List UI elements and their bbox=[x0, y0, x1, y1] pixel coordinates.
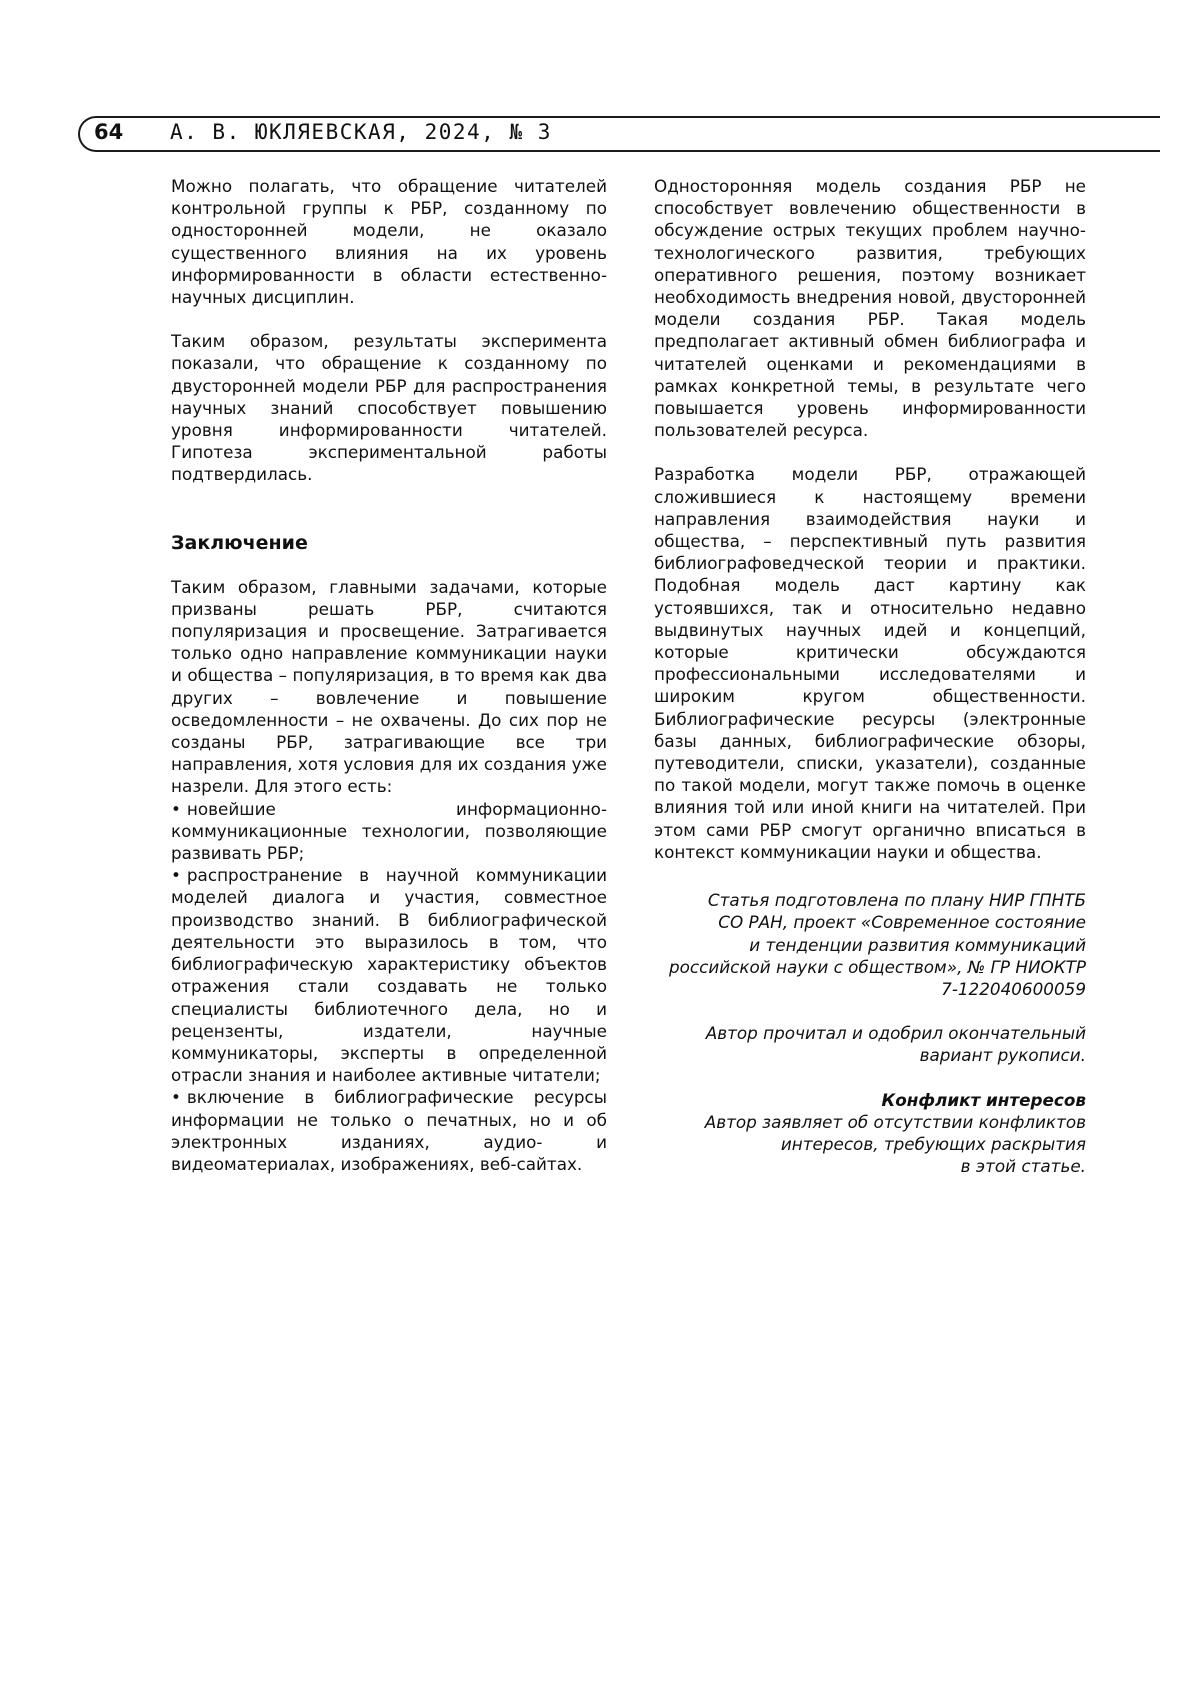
bullet-mark: • bbox=[171, 798, 181, 819]
conflict-of-interest-title: Конфликт интересов bbox=[881, 1089, 1086, 1110]
right-paragraph-1: Односторонняя модель создания РБР не способствует вовлечению общественности в обсуждение острых текущих проблем научно-технологического развития, требующих оперативного решения, поэтому возникает необходимость внедрения новой, двусторонней модели создания РБР. Такая модель предполагает активный обмен библиографа и читателей оценками и рекомендациями в рамках конкретной темы, в результате чего повышается уровень информированности пользователей ресурса. bbox=[654, 176, 1086, 441]
approval-note bbox=[654, 1022, 1086, 1066]
bullet-item-1 bbox=[171, 798, 607, 865]
page-header bbox=[78, 116, 1088, 152]
funding-note bbox=[654, 889, 1086, 1000]
conflict-line: в этой статье. bbox=[960, 1156, 1086, 1177]
funding-line: 7-122040600059 bbox=[941, 978, 1086, 999]
bullet-text: распространение в научной коммуникации моделей диалога и участия, совместное производство знаний. В библиографической деятельности это выразилось в том, что библиографическую характеристику объектов отражения стали создавать не только специалисты библиотечного дела, но и рецензенты, издатели, научные коммуникаторы, эксперты в определенной отрасли знания и наиболее активные читатели; bbox=[171, 865, 607, 1086]
funding-line: СО РАН, проект «Современное состояние bbox=[718, 912, 1086, 933]
left-paragraph-1: Можно полагать, что обращение читателей контрольной группы к РБР, созданному по односторонней модели, не оказало существенного влияния на их уровень информированности в области естественно-научных дисциплин. bbox=[171, 176, 607, 308]
running-head: А. В. ЮКЛЯЕВСКАЯ, 2024, № 3 bbox=[170, 120, 552, 144]
left-paragraph-3: Таким образом, главными задачами, которые призваны решать РБР, считаются популяризация и просвещение. Затрагивается только одно направление коммуникации науки и общества – популяризация, в то время как два других – вовлечение и повышение осведомленности – не охвачены. До сих пор не созданы РБР, затрагивающие все три направления, хотя условия для их создания уже назрели. Для этого есть: bbox=[171, 576, 607, 797]
bullet-mark: • bbox=[171, 865, 181, 886]
bullet-text: включение в библиографические ресурсы информации не только о печатных, но и об электронных изданиях, аудио- и видеоматериалах, изображениях, веб-сайтах. bbox=[171, 1087, 607, 1174]
approval-line: вариант рукописи. bbox=[919, 1045, 1086, 1066]
bullet-item-3 bbox=[171, 1086, 607, 1175]
left-column bbox=[171, 175, 607, 1175]
right-column bbox=[654, 175, 1086, 1177]
section-heading-conclusion: Заключение bbox=[171, 531, 308, 554]
approval-line: Автор прочитал и одобрил окончательный bbox=[705, 1023, 1086, 1044]
conflict-line: Автор заявляет об отсутствии конфликтов bbox=[704, 1111, 1086, 1132]
page-number: 64 bbox=[94, 120, 124, 144]
left-paragraph-2: Таким образом, результаты эксперимента показали, что обращение к созданному по двусторонней модели РБР для распространения научных знаний способствует повышению уровня информированности читателей. Гипотеза экспериментальной работы подтвердилась. bbox=[171, 331, 607, 485]
bullet-mark: • bbox=[171, 1087, 181, 1108]
funding-line: и тенденции развития коммуникаций bbox=[749, 934, 1086, 955]
conflict-of-interest-note bbox=[654, 1111, 1086, 1178]
bullet-item-2 bbox=[171, 864, 607, 1086]
funding-line: Статья подготовлена по плану НИР ГПНТБ bbox=[707, 890, 1086, 911]
conflict-line: интересов, требующих раскрытия bbox=[780, 1133, 1086, 1154]
funding-line: российской науки с обществом», № ГР НИОКТР bbox=[668, 956, 1086, 977]
right-paragraph-2: Разработка модели РБР, отражающей сложившиеся к настоящему времени направления взаимодействия науки и общества, – перспективный путь развития библиографоведческой теории и практики. Подобная модель даст картину как устоявшихся, так и относительно недавно выдвинутых научных идей и концепций, которые критически обсуждаются профессиональными исследователями и широким кругом общественности. Библиографические ресурсы (электронные базы данных, библиографические обзоры, путеводители, списки, указатели), созданные по такой модели, могут также помочь в оценке влияния той или иной книги на читателей. При этом сами РБР смогут органично вписаться в контекст коммуникации науки и общества. bbox=[654, 464, 1086, 862]
bullet-text: новейшие информационно-коммуникационные технологии, позволяющие развивать РБР; bbox=[171, 798, 607, 864]
